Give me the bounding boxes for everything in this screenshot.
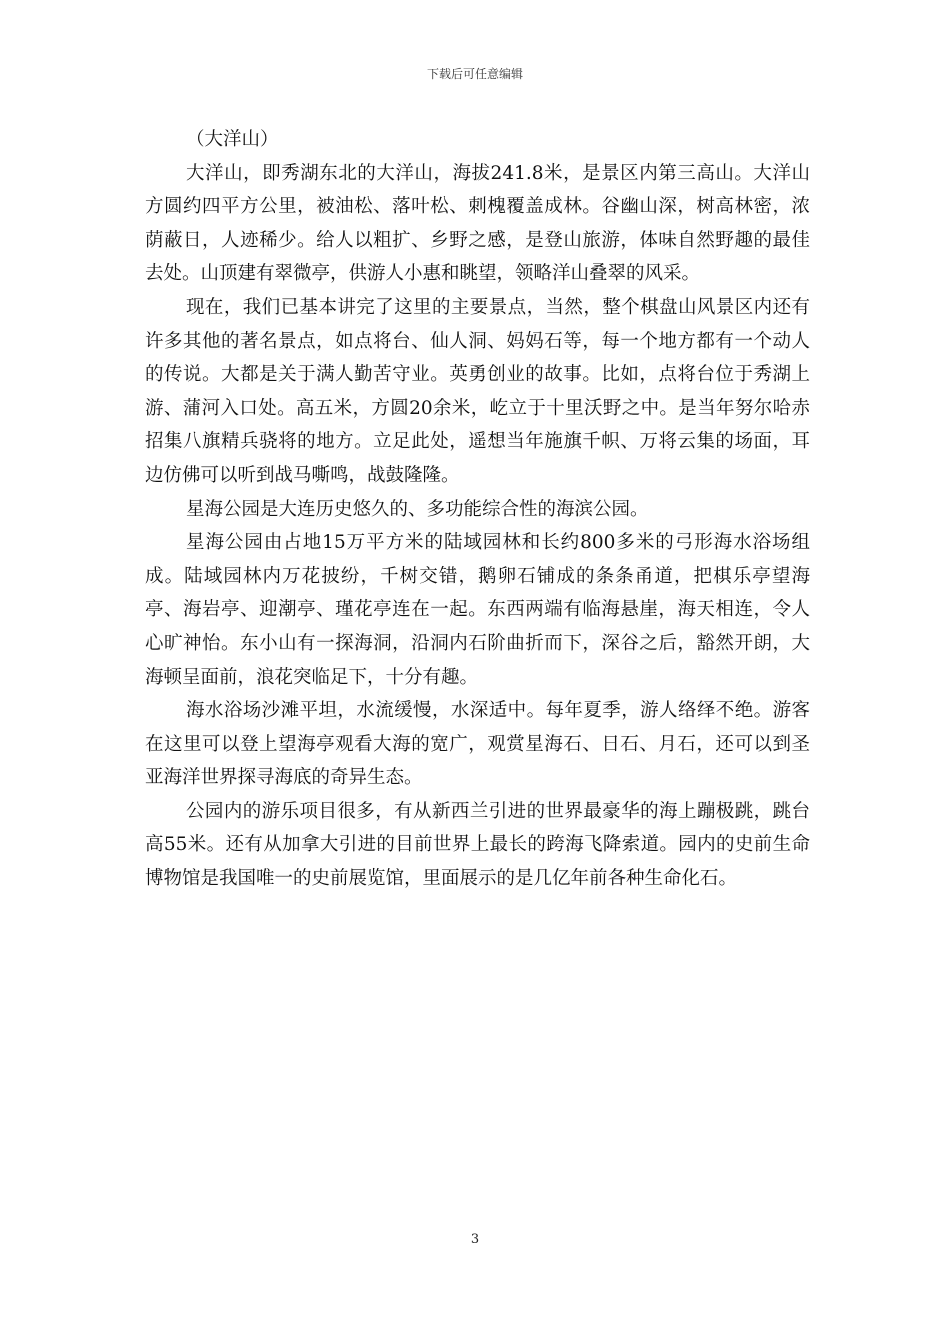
paragraph-bathing-beach: 海水浴场沙滩平坦，水流缓慢，水深适中。每年夏季，游人络绎不绝。游客在这里可以登上望海亭观看大海的宽广，观赏星海石、日石、月石，还可以到圣亚海洋世界探寻海底的奇异生态。 — [145, 700, 810, 789]
paragraph-other-sights: 现在，我们已基本讲完了这里的主要景点，当然，整个棋盘山风景区内还有许多其他的著名景点，如点将台、仙人洞、妈妈石等，每一个地方都有一个动人的传说。大都是关于满人勤苦守业。英勇创业的故事。比如，点将台位于秀湖上游、蒲河入口处。高五米，方圆20余米，屹立于十里沃野之中。是当年努尔哈赤招集八旗精兵骁将的地方。立足此处，遥想当年施旗千帜、万将云集的场面，耳边仿佛可以听到战马嘶鸣，战鼓隆隆。 — [145, 296, 810, 486]
paragraph-xinghai-layout: 星海公园由占地15万平方米的陆域园林和长约800多米的弓形海水浴场组成。陆域园林内万花披纷，千树交错，鹅卵石铺成的条条甬道，把棋乐亭望海亭、海岩亭、迎潮亭、瑾花亭连在一起。东西两端有临海悬崖，海天相连，令人心旷神怡。东小山有一探海洞，沿洞内石阶曲折而下，深谷之后，豁然开朗，大海顿呈面前，浪花突临足下，十分有趣。 — [145, 532, 810, 688]
page-number: 3 — [470, 1232, 480, 1247]
section-heading: （大洋山） — [186, 129, 279, 150]
paragraph-amusement: 公园内的游乐项目很多，有从新西兰引进的世界最豪华的海上蹦极跳，跳台高55米。还有从加拿大引进的目前世界上最长的跨海飞降索道。园内的史前生命博物馆是我国唯一的史前展览馆，里面展示的是几亿年前各种生命化石。 — [145, 800, 810, 890]
paragraph-xinghai-intro: 星海公园是大连历史悠久的、多功能综合性的海滨公园。 — [186, 498, 649, 520]
document-body — [145, 123, 810, 896]
paragraph-dayangshan: 大洋山，即秀湖东北的大洋山，海拔241.8米，是景区内第三高山。大洋山方圆约四平方公里，被油松、落叶松、刺槐覆盖成林。谷幽山深，树高林密，浓荫蔽日，人迹稀少。给人以粗扩、乡野之感，是登山旅游，体味自然野趣的最佳去处。山顶建有翠微亭，供游人小惠和眺望，领略洋山叠翠的风采。 — [145, 162, 810, 285]
page-header: 下载后可任意编辑 — [426, 67, 523, 81]
